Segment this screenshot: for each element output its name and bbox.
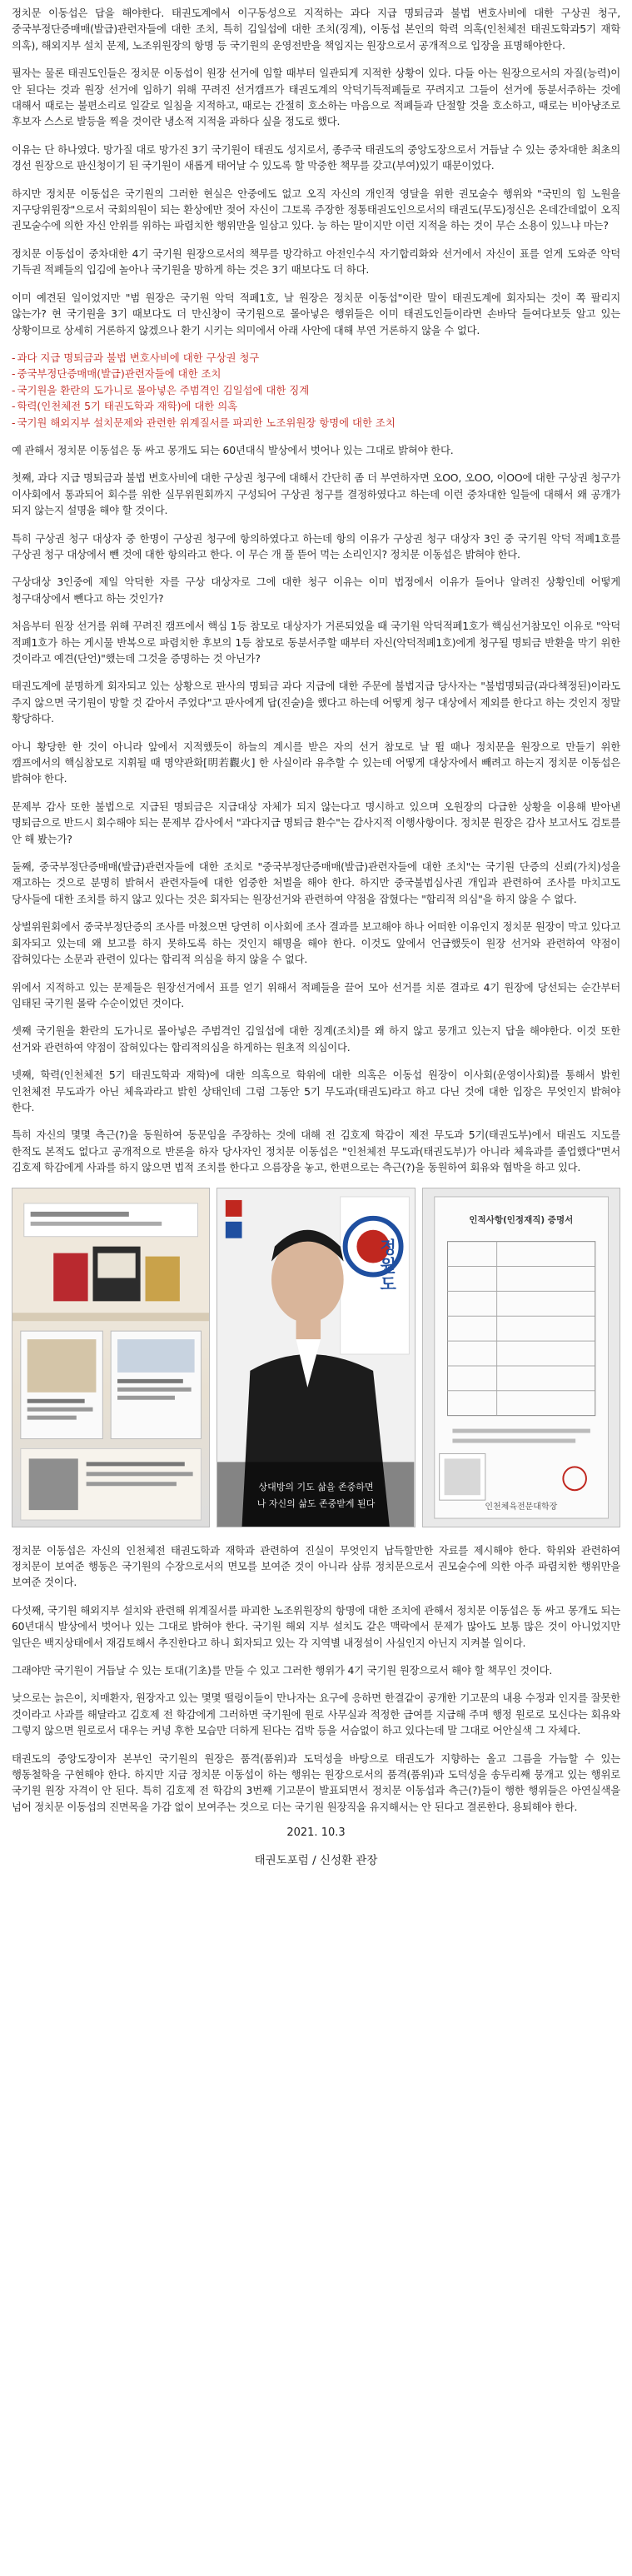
certificate-photo xyxy=(422,1188,620,1527)
body-paragraphs xyxy=(12,442,620,1176)
issue-text: 중국부정단증매매(발급)관련자들에 대한 조치 xyxy=(17,367,221,381)
paragraph: 상벌위원회에서 중국부정단증의 조사를 마쳤으면 당연히 이사회에 조사 결과를 보고해야 하나 어떠한 이유인지 정치문 원장이 막고 있다고 회자되고 있는데 왜 보고를 하지 못하도록 하는 것인지 해명을 해야 한다. 이것도 앞에서 언급했듯이 원장 선거와 관련하여 약점이 잡혀있다는 소문과 관련이 있다는 합리적 의심을 하지 않을 수 없다. xyxy=(12,920,620,966)
issue-item: - 국기원 해외지부 설치문제와 관련한 위계질서를 파괴한 노조위원장 항명에 대한 조치 xyxy=(12,416,396,429)
author-signature: 태권도포럼 / 신성환 관장 xyxy=(254,1854,378,1868)
paragraph: 예 관해서 정치문 이동섭은 동 싸고 몽개도 되는 60년대식 발상에서 벗어나 있는 그대로 밝혀야 한다. xyxy=(12,443,454,456)
issue-item: - 학력(인천체전 5기 태권도학과 재학)에 대한 의혹 xyxy=(12,400,238,413)
paragraph: 이미 예견된 일이었지만 "범 원장은 국기원 악덕 적폐1호, 날 원장은 정치문 이동섭"이란 말이 태권도계에 회자되는 것이 쪽 팔리지 않는가? 현 국기원을 3기 때보다도 더 만신창이 국기원으로 몰아넣은 행위들은 이미 태권도인들이라면 손바닥 들여다보듯 알고 있는 상황이므로 상세히 거론하지 않겠으나 환기 시키는 의미에서 아래 사안에 대해 부연 거론하지 않을 수 없다. xyxy=(12,291,620,336)
portrait-caption-line-2: 나 자신의 삶도 존중받게 된다 xyxy=(256,1497,376,1509)
paragraph: 문제부 감사 또한 불법으로 지급된 명퇴금은 지급대상 자체가 되지 않는다고 명시하고 있으며 오원장의 다급한 상황을 이용해 받아낸 명퇴금으로 반드시 회수해야 되는 문제부 감사에서 "과다지급 명퇴금 환수"는 감사지적 이행사항이다. 정치문 원장은 감사 보고서도 검토를 안 해 봤는가? xyxy=(12,800,620,845)
issue-item: - 국기원을 환란의 도가니로 몰아넣은 주범격인 김일섭에 대한 징계 xyxy=(12,383,310,396)
issue-list xyxy=(12,350,620,431)
article-date: 2021. 10.3 xyxy=(286,1826,346,1840)
issue-text: 과다 지급 명퇴금과 불법 변호사비에 대한 구상권 청구 xyxy=(17,351,260,364)
intro-paragraphs xyxy=(12,5,620,338)
paragraph: 그래야만 국기원이 거듭날 수 있는 토대(기초)를 만들 수 있고 그러한 행위가 4기 국기원 원장으로서 해야 할 책무인 것이다. xyxy=(12,1664,553,1677)
paragraph: 다섯째, 국기원 해외지부 설치와 관련해 위계질서를 파괴한 노조위원장의 항명에 대한 조치에 관해서 정치문 이동섭은 동 싸고 몽개도 되는 60년대식 발상에서 벗어나 있는 그대로 밝혀야 한다. 국기원 해외 지부 설치도 같은 맥락에서 문제가 많아도 보통 많은 것이 아니었지만 일단은 백지상태에서 재검토해서 추진한다고 하니 회자되고 있는 각 지역별 내정설이 사실인지 아닌지 지켜볼 일이다. xyxy=(12,1603,620,1649)
paragraph: 구상대상 3인중에 제일 악덕한 자를 구상 대상자로 그에 대한 청구 이유는 이미 법정에서 이유가 들어나 알려진 상황인데 어떻게 청구대상에서 뺀다고 하는 것인가? xyxy=(12,575,620,605)
portrait-sign: 정원도 xyxy=(376,1238,397,1293)
certificate-footer: 인천체육전문대학장 xyxy=(485,1502,558,1512)
paragraph: 정치문 이동섭은 답을 해야한다. 태권도계에서 이구동성으로 지적하는 과다 지급 명퇴금과 불법 변호사비에 대한 구상권 청구, 중국부정단증매매(발급)관련자들에 대한 조치, 특히 김일섭에 대한 조치(징계), 이동섭 본인의 학력 의혹(인천체전 태권도학과5기 재학 의혹), 해외지부 설치 문제, 노조위원장의 항명 등 국기원의 운영전반을 책임지는 원장으로서 공개적으로 입장을 표명해야한다. xyxy=(12,7,620,52)
paragraph: 필자는 물론 태권도인들은 정치문 이동섭이 원장 선거에 임할 때부터 일관되게 지적한 상황이 있다. 다들 아는 원장으로서의 자질(능력)이 안 된다는 것과 원장 선거에 임하기 위해 꾸려진 선거캠프가 태권도계의 악덕기득적폐들로 꾸려지고 그들이 선거에 동분서주하는 것에 대해서 때로는 불편소리로 일갈로 일침을 지적하고, 때로는 간절히 호소하는 마음으로 적폐들과 단절할 것을 호소하고, 때로는 비아냥조로 후보자 스스로 발등을 찍을 것이란 냉소적 지적을 과하다 싶을 정도로 했다. xyxy=(12,67,620,128)
paragraph: 처음부터 원장 선거를 위해 꾸려진 캠프에서 핵심 1등 참모로 대상자가 거론되었을 때 국기원 악덕적폐1호가 핵심선거참모인 이유로 "악덕 적폐1호가 하는 게시물 반복으로 파렴치한 후보의 1등 참모로 동분서주할 때부터 자신(악덕적폐1호)에게 청구될 명퇴금 반환을 막기 위한 것이라고 예견(단언)"했는데 그것을 증명하는 것 아닌가? xyxy=(12,620,620,665)
paragraph: 위에서 지적하고 있는 문제들은 원장선거에서 표를 얻기 위해서 적폐들을 끌어 모아 선거를 치룬 결과로 4기 원장에 당선되는 순간부터 임태된 국기원 몰락 수순이었던 것이다. xyxy=(12,980,620,1009)
portrait-photo xyxy=(216,1188,415,1527)
paragraph: 하지만 정치문 이동섭은 국기원의 그러한 현실은 안중에도 없고 오직 자신의 개인적 영달을 위한 권모술수 행위와 "국민의 힘 노원을 지구당위원장"으로서 국회의원이 되는 환상에만 젖어 자신이 그토록 주장한 정통태권도인으로서의 태권도(무도)정신은 온데간데없이 오직 권모술수에 의한 자신 안위를 위하는 파렴치한 행위만을 일삼고 있다. 능 하는 말이지만 이런 지적을 하는 것이 무슨 소용이 있느냐 마는? xyxy=(12,187,620,232)
paragraph: 정치문 이동섭은 자신의 인천체전 태권도학과 재학과 관련하여 진실이 무엇인지 납득할만한 자료를 제시해야 한다. 학위와 관련하여 정치문이 보여준 행동은 국기원의 수장으로서의 면모를 보여준 것이 아니라 삼류 정치문으로서 권모술수에 의한 아주 파렴치한 행위만을 보여준 것이다. xyxy=(12,1543,620,1589)
issue-item: - 중국부정단증매매(발급)관련자들에 대한 조치 xyxy=(12,367,221,381)
paragraph: 둘째, 중국부정단증매매(발급)관련자들에 대한 조치로 "중국부정단증매매(발급)관련자들에 대한 조치"는 국기원 단증의 신뢰(가치)성을 재고하는 것으로 분명히 밝혀서 관련자들에 대한 엄중한 처벌을 해야 한다. 하지만 중국불법심사권 개입과 관련하여 조사를 마치고도 당사들에 대한 조치를 하지 않고 있다는 것은 회자되는 원장선거와 관련하여 약점을 잡혔다는 "합리적 의심"을 하지 않을 수 없다. xyxy=(12,860,620,905)
paragraph: 태권도계에 분명하게 회자되고 있는 상황으로 판사의 명퇴금 과다 지급에 대한 주문에 불법지급 당사자는 "불법명퇴금(과다책정된)이라도 주지 않으면 국기원이 망할 것 같아서 주었다"고 판사에게 답(진술)을 했다고 하는데 어떻게 청구 대상에서 제외를 한다고 하는 것인지 정말 황당하다. xyxy=(12,680,620,725)
book-display-illustration xyxy=(12,1188,209,1527)
paragraph: 특히 자신의 몇몇 측근(?)을 동원하여 동문임을 주장하는 것에 대해 전 김호제 학감이 제전 무도과 5기(태권도부)에서 태권도 지도를 한적도 본적도 없다고 공개적으로 반론을 하자 당사자인 정치문 이동섭은 "인천체전 무도과(태권도부)가 아니라 체육과를 졸업했다"면서 김호제 학감에게 사과를 하지 않으면 법적 조치를 한다고 으름장을 놓고, 한편으로는 측근(?)을 동원하여 회유와 협박을 하고 있다. xyxy=(12,1129,620,1174)
book-display-photo xyxy=(12,1188,210,1527)
closing-paragraphs xyxy=(12,1542,620,1816)
paragraph: 정치문 이동섭이 중차대한 4기 국기원 원장으로서의 책무를 망각하고 아전인수식 자기합리화와 선거에서 자신이 표를 얻게 도와준 악덕 기득권 적폐들의 입김에 놀아나 국기원을 망하게 하는 것은 3기 때보다도 더 하다. xyxy=(12,247,620,277)
certificate-title: 인적사항(인정재직) 증명서 xyxy=(469,1214,574,1225)
paragraph: 낮으로는 늙은이, 치매환자, 원장자고 있는 몇몇 떨렁이들이 만나자는 요구에 응하면 한결같이 공개한 기고문의 내용 수정과 인지를 잘못한 것이라고 사과를 해달라고 김호제 전 학감에게 그러하면 국기원에 원로 사무실과 적정한 급여를 지급해 주며 행정 원로로 모신다는 회유와 그렇지 않으면 원로로서 대우는 커녕 후한 모습만 더하게 된다는 겁박 등을 서슴없이 하고 있다는데 말 그대로 어안실색 그 자체다. xyxy=(12,1692,620,1737)
paragraph: 이유는 단 하나였다. 망가질 대로 망가진 3기 국기원이 태권도 성지로서, 종주국 태권도의 중앙도장으로서 거듭날 수 있는 중차대한 최초의 경선 원장으로 판신청이기 된 국기원이 새롭게 태어날 수 있도록 할 막중한 책무를 갖고(부여)있기 때문이었다. xyxy=(12,142,620,172)
issue-item: - 과다 지급 명퇴금과 불법 변호사비에 대한 구상권 청구 xyxy=(12,351,260,364)
paragraph: 태권도의 중앙도장이자 본부인 국기원의 원장은 품격(품위)과 도덕성을 바탕으로 태권도가 지향하는 올고 그름을 가늠할 수 있는 행동철학을 구현해야 한다. 하지만 지금 정치문 이동섭이 하는 행위는 원장으로서의 품격(품위)과 도덕성을 송두리째 뭉개고 있는 행위로 국기원 원장 자격이 안 된다. 특히 김호제 전 학감의 3번째 기고문이 발표되면서 정치문 이동섭과 측근(?)들이 행한 행위들은 아연실색을 넘어 정치문 이동섭의 진면목을 가감 없이 보여주는 것으로 더는 국기원 원장직을 유지해서는 안 된다고 결론한다. 용퇴해야 한다. xyxy=(12,1751,620,1813)
issue-text: 국기원 해외지부 설치문제와 관련한 위계질서를 파괴한 노조위원장 항명에 대한 조치 xyxy=(17,416,396,429)
paragraph: 셋째 국기원을 환란의 도가니로 몰아넣은 주범격인 김일섭에 대한 징계(조치)를 왜 하지 않고 뭉개고 있는지 답을 해야한다. 이것 또한 선거와 관련하여 약점이 잡혀있다는 합리적의심을 하게하는 원초적 의심이다. xyxy=(12,1024,620,1054)
issue-text: 학력(인천체전 5기 태권도학과 재학)에 대한 의혹 xyxy=(17,400,238,413)
portrait-caption-line-1: 상대방의 기도 삶을 존중하면 xyxy=(258,1481,374,1492)
photo-row xyxy=(12,1188,620,1527)
paragraph: 특히 구상권 청구 대상자 중 한명이 구상권 청구에 항의하였다고 하는데 항의 이유가 구상권 청구 대상자 3인 중 국기원 악덕 적폐1호를 구상권 청구 대상에서 뺀 것에 대한 항의라고 한다. 이 무슨 개 풀 뜯어 먹는 소리인지? 정치문 이동섭은 밝혀야 한다. xyxy=(12,531,620,561)
paragraph: 첫째, 과다 지급 명퇴금과 불법 변호사비에 대한 구상권 청구에 대해서 간단히 좀 더 부연하자면 오OO, 오OO, 이OO에 대한 구상권 청구가 이사회에서 통과되어 회수를 위한 실무위원회까지 구성되어 구상권 청구를 결정하였다고 하는데 이런 중차대한 일들에 대해서 왜 공개가 되지 않는지 설명을 해야 할 것이다. xyxy=(12,471,620,517)
certificate-illustration xyxy=(423,1188,620,1527)
issue-text: 국기원을 환란의 도가니로 몰아넣은 주범격인 김일섭에 대한 징계 xyxy=(17,383,310,396)
paragraph: 아니 황당한 한 것이 아니라 앞에서 지적했듯이 하늘의 계시를 받은 자의 선거 참모로 날 뛸 때나 정치문을 원장으로 만들기 위한 캠프에서의 핵심참모로 지휘될 때 명약관화[明若觀火] 한 사실이라 유추할 수 있는데 어떻게 대상자에서 빼려고 하는지 정치문 이동섭은 밝혀야 한다. xyxy=(12,740,620,785)
paragraph: 넷째, 학력(인천체전 5기 태권도학과 재학)에 대한 의혹으로 학위에 대한 의혹은 이동섭 원장이 이사회(운영이사회)를 통해서 밝힌 인천체전 무도과가 아닌 체육과라고 밝힌 상태인데 그럼 그동안 5기 무도과(태권도)라고 하고 다닌 것에 대한 입장은 무엇인지 밝혀야 한다. xyxy=(12,1069,620,1114)
